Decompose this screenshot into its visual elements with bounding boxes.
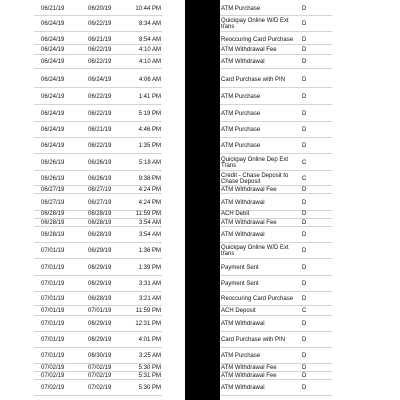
transaction-time: 1:36 PM [138, 247, 161, 254]
transaction-row [0, 373, 400, 380]
row-divider [34, 371, 162, 372]
posted-date: 06/26/19 [41, 175, 65, 182]
transaction-description: ATM Withdrawal [221, 199, 265, 206]
transaction-date: 06/28/19 [88, 211, 112, 218]
transaction-time: 4:01 PM [138, 336, 161, 343]
row-divider [220, 153, 332, 154]
posted-date: 06/24/19 [41, 20, 65, 27]
transaction-row [0, 16, 400, 32]
transaction-time: 8:34 AM [138, 20, 161, 27]
transaction-description: Quickpay Online W/D Ext trans [221, 244, 289, 257]
row-divider [220, 395, 332, 396]
transaction-date: 07/01/19 [88, 307, 112, 314]
transaction-time: 11:59 PM [135, 307, 161, 314]
row-divider [34, 153, 162, 154]
transaction-date: 06/22/19 [88, 20, 112, 27]
posted-date: 06/28/19 [41, 219, 65, 226]
debit-credit-indicator: C [302, 307, 307, 314]
posted-date: 06/24/19 [41, 110, 65, 117]
transaction-time: 5:30 PM [138, 384, 161, 391]
row-divider [220, 258, 332, 259]
transaction-row [0, 2, 400, 16]
debit-credit-indicator: D [302, 20, 307, 27]
transaction-row [0, 292, 400, 306]
transaction-time: 3:21 AM [138, 295, 161, 302]
transaction-date: 06/30/19 [88, 352, 112, 359]
debit-credit-indicator: D [302, 384, 307, 391]
debit-credit-indicator: D [302, 336, 307, 343]
transaction-time: 1:35 PM [138, 142, 161, 149]
transaction-date: 06/29/19 [88, 247, 112, 254]
posted-date: 06/28/19 [41, 231, 65, 238]
transaction-description: ATM Purchase [221, 126, 261, 133]
transaction-description: ATM Withdrawal Fee [221, 186, 277, 193]
posted-date: 06/27/19 [41, 199, 65, 206]
debit-credit-indicator: D [302, 76, 307, 83]
row-divider [220, 31, 332, 32]
transaction-date: 06/24/19 [88, 76, 112, 83]
posted-date: 06/24/19 [41, 126, 65, 133]
transaction-row [0, 172, 400, 186]
transaction-description: ATM Withdrawal [221, 320, 265, 327]
transaction-description: ATM Purchase [221, 5, 261, 12]
debit-credit-indicator: D [302, 280, 307, 287]
transaction-row [0, 332, 400, 348]
transaction-description: ATM Withdrawal Fee [221, 46, 277, 53]
debit-credit-indicator: D [302, 373, 307, 380]
transaction-row [0, 72, 400, 88]
debit-credit-indicator: D [302, 247, 307, 254]
transaction-description: Quickpay Online Dep Ext Trans [221, 156, 289, 169]
transaction-date: 06/26/19 [88, 175, 112, 182]
debit-credit-indicator: D [302, 110, 307, 117]
transaction-description: ATM Purchase [221, 142, 261, 149]
transaction-date: 07/02/19 [88, 373, 112, 380]
transaction-row [0, 243, 400, 259]
row-divider [34, 193, 162, 194]
transaction-row [0, 195, 400, 211]
transaction-description: ATM Withdrawal Fee [221, 219, 277, 226]
transaction-date: 06/29/19 [88, 320, 112, 327]
transaction-row [0, 348, 400, 364]
posted-date: 07/01/19 [41, 307, 65, 314]
row-divider [34, 31, 162, 32]
debit-credit-indicator: D [302, 58, 307, 65]
transaction-description: ATM Purchase [221, 352, 261, 359]
debit-credit-indicator: D [302, 186, 307, 193]
transaction-time: 4:24 PM [138, 186, 161, 193]
debit-credit-indicator: D [302, 5, 307, 12]
transaction-description: Quickpay Online W/D Ext trans [221, 17, 289, 30]
posted-date: 06/24/19 [41, 58, 65, 65]
transaction-description: ACH Debit [221, 211, 250, 218]
transaction-description: ATM Withdrawal [221, 231, 265, 238]
transaction-time: 4:10 AM [138, 58, 161, 65]
posted-date: 06/27/19 [41, 186, 65, 193]
transaction-time: 5:19 PM [138, 110, 161, 117]
transaction-date: 06/22/19 [88, 110, 112, 117]
transaction-row [0, 380, 400, 396]
transaction-date: 06/27/19 [88, 199, 112, 206]
posted-date: 06/26/19 [41, 159, 65, 166]
transaction-time: 1:41 PM [138, 93, 161, 100]
posted-date: 07/02/19 [41, 364, 65, 371]
row-divider [220, 87, 332, 88]
transaction-description: Card Purchase with PIN [221, 336, 286, 343]
posted-date: 07/01/19 [41, 336, 65, 343]
debit-credit-indicator: D [302, 219, 307, 226]
transaction-time: 4:24 PM [138, 199, 161, 206]
debit-credit-indicator: D [302, 364, 307, 371]
transaction-row [0, 210, 400, 219]
transaction-date: 06/22/19 [88, 46, 112, 53]
posted-date: 06/28/19 [41, 211, 65, 218]
transaction-time: 4:10 AM [138, 46, 161, 53]
posted-date: 07/01/19 [41, 280, 65, 287]
transaction-date: 06/28/19 [88, 219, 112, 226]
debit-credit-indicator: D [302, 142, 307, 149]
transaction-row [0, 227, 400, 243]
transaction-description: Card Purchase with PIN [221, 76, 286, 83]
transaction-row [0, 219, 400, 227]
transaction-row [0, 364, 400, 372]
transaction-date: 06/28/19 [88, 295, 112, 302]
row-divider [34, 258, 162, 259]
transaction-date: 06/26/19 [88, 159, 112, 166]
transaction-time: 3:54 AM [138, 219, 161, 226]
posted-date: 06/24/19 [41, 93, 65, 100]
debit-credit-indicator: D [302, 264, 307, 271]
transaction-date: 06/28/19 [88, 231, 112, 238]
transaction-time: 3:25 AM [138, 352, 161, 359]
transaction-row [0, 155, 400, 171]
transaction-description: ATM Purchase [221, 110, 261, 117]
transaction-description: ATM Withdrawal [221, 58, 265, 65]
transaction-date: 06/22/19 [88, 93, 112, 100]
row-divider [34, 87, 162, 88]
transaction-time: 12:31 PM [135, 320, 161, 327]
row-divider [220, 193, 332, 194]
debit-credit-indicator: C [302, 159, 307, 166]
posted-date: 07/01/19 [41, 264, 65, 271]
row-divider [34, 68, 162, 69]
transaction-time: 8:54 AM [138, 36, 161, 43]
transaction-row [0, 316, 400, 332]
transaction-date: 06/21/19 [88, 36, 112, 43]
transaction-description: ATM Withdrawal Fee [221, 364, 277, 371]
transaction-time: 5:30 PM [138, 364, 161, 371]
posted-date: 06/24/19 [41, 142, 65, 149]
transaction-time: 4:06 AM [138, 76, 161, 83]
transaction-date: 07/02/19 [88, 384, 112, 391]
transaction-row [0, 122, 400, 138]
transaction-description: Reoccuring Card Purchase [221, 36, 294, 43]
debit-credit-indicator: D [302, 211, 307, 218]
transaction-row [0, 35, 400, 45]
transaction-time: 11:59 PM [135, 211, 161, 218]
transaction-time: 10:44 PM [135, 5, 161, 12]
posted-date: 06/24/19 [41, 36, 65, 43]
transaction-time: 9:38 PM [138, 175, 161, 182]
debit-credit-indicator: D [302, 352, 307, 359]
debit-credit-indicator: C [302, 175, 307, 182]
transaction-description: ACH Deposit [221, 307, 256, 314]
transaction-date: 06/27/19 [88, 186, 112, 193]
transaction-row [0, 55, 400, 69]
debit-credit-indicator: D [302, 36, 307, 43]
transaction-row [0, 276, 400, 292]
transaction-row [0, 138, 400, 154]
debit-credit-indicator: D [302, 320, 307, 327]
transaction-date: 06/29/19 [88, 280, 112, 287]
posted-date: 07/01/19 [41, 247, 65, 254]
debit-credit-indicator: D [302, 126, 307, 133]
transaction-date: 06/22/19 [88, 58, 112, 65]
row-divider [220, 371, 332, 372]
row-divider [220, 68, 332, 69]
transaction-time: 5:18 AM [138, 159, 161, 166]
transaction-date: 06/22/19 [88, 142, 112, 149]
transaction-row [0, 306, 400, 316]
row-divider [220, 170, 332, 171]
transaction-description: ATM Withdrawal [221, 384, 265, 391]
posted-date: 07/02/19 [41, 384, 65, 391]
transaction-date: 07/02/19 [88, 364, 112, 371]
transaction-date: 06/29/19 [88, 336, 112, 343]
transaction-description: Credit - Chase Deposit to Chase Deposit [221, 172, 289, 185]
transaction-time: 3:54 AM [138, 231, 161, 238]
transaction-date: 06/21/19 [88, 126, 112, 133]
posted-date: 07/01/19 [41, 295, 65, 302]
row-divider [220, 104, 332, 105]
transaction-description: Payment Sent [221, 280, 259, 287]
transaction-time: 5:31 PM [138, 373, 161, 380]
debit-credit-indicator: D [302, 199, 307, 206]
debit-credit-indicator: D [302, 46, 307, 53]
transaction-time: 4:46 PM [138, 126, 161, 133]
posted-date: 07/01/19 [41, 320, 65, 327]
transaction-date: 06/20/19 [88, 5, 112, 12]
debit-credit-indicator: D [302, 295, 307, 302]
transaction-row [0, 106, 400, 122]
posted-date: 06/24/19 [41, 76, 65, 83]
transaction-description: Payment Sent [221, 264, 259, 271]
transaction-time: 3:31 AM [138, 280, 161, 287]
transaction-description: ATM Withdrawal Fee [221, 373, 277, 380]
transaction-row [0, 186, 400, 194]
transaction-time: 1:39 PM [138, 264, 161, 271]
row-divider [34, 170, 162, 171]
debit-credit-indicator: D [302, 93, 307, 100]
posted-date: 06/24/19 [41, 46, 65, 53]
posted-date: 07/01/19 [41, 352, 65, 359]
transaction-row [0, 45, 400, 55]
posted-date: 07/02/19 [41, 373, 65, 380]
transaction-description: ATM Purchase [221, 93, 261, 100]
transaction-date: 06/29/19 [88, 264, 112, 271]
transaction-description: Reoccuring Card Purchase [221, 295, 294, 302]
posted-date: 06/21/19 [41, 5, 65, 12]
row-divider [34, 104, 162, 105]
row-divider [34, 395, 162, 396]
debit-credit-indicator: D [302, 231, 307, 238]
transaction-row [0, 89, 400, 105]
transaction-row [0, 260, 400, 276]
